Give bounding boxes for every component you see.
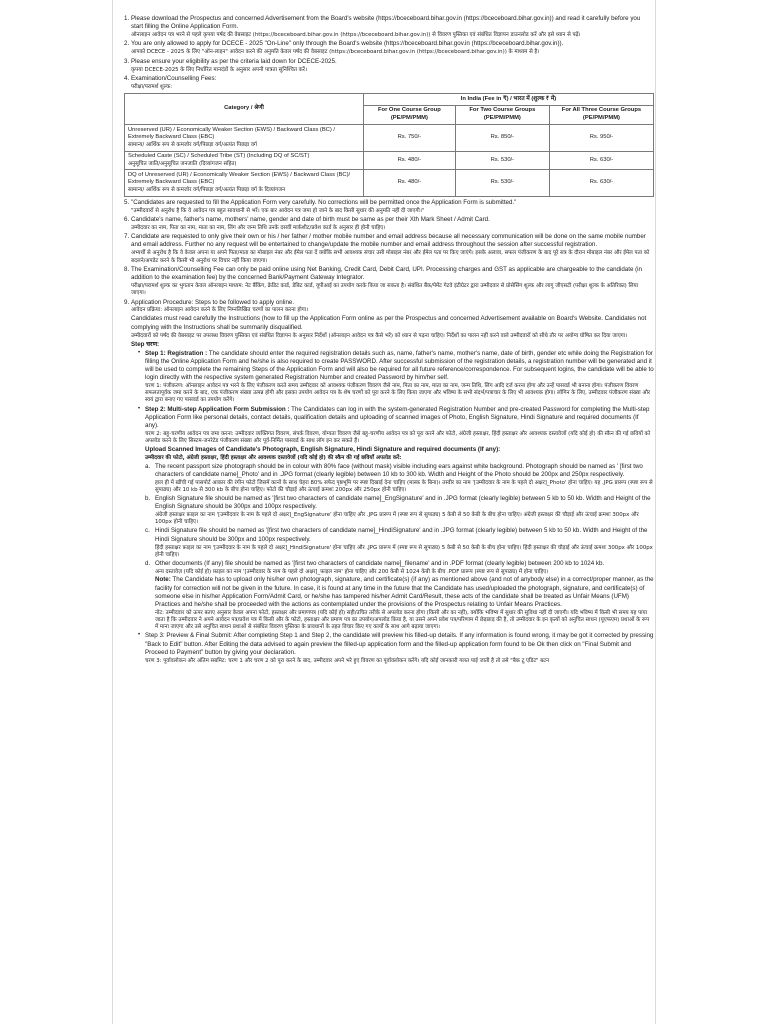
bullet-icon: • — [138, 405, 141, 412]
step-text-en: The candidate should enter the required registration details such as, name, father's name, mother's name, date of birth, gender etc while doing the Registration for filling the Online Application Form and he/she is also required to create PASSWORD. After successful submission of the registration details, a registration number will be generated and it will be used to complete the remaining Steps of the Application Form and will also be required for all future reference/correspondence. For subsequent logins, the candidate will be able to login directly with the respective system generated Registration Number and created Password by him/her self. — [145, 349, 654, 382]
step-title: Step 2: Multi-step Application Form Submission : — [145, 405, 290, 413]
category-header: Category / श्रेणी — [125, 94, 364, 125]
instruction-4 — [124, 75, 654, 91]
instruction-text-hi: परीक्षा/परामर्श शुल्क: — [131, 84, 173, 91]
upload-text-en: The recent passport size photograph should be in colour with 80% face (without mask) visible including ears against white background. Photograph should be named as ' [first two characters of candidate name]_Photo' and in .JPG format (clearly legible) between 10 kb to 300 kb. Width and Height of the Photo should be 200px and 250px respectively. — [155, 462, 643, 479]
one-course-header: For One Course Group (PE/PM/PMM) — [364, 105, 456, 124]
fee-cell: Rs. 950/- — [549, 125, 653, 151]
steps-label: Step चरण: — [131, 340, 160, 348]
instruction-text-en: Please ensure your eligibility as per the criteria laid down for DCECE-2025. — [131, 57, 337, 65]
bullet-icon: • — [138, 632, 141, 639]
instruction-2 — [124, 40, 654, 56]
table-row — [125, 151, 654, 170]
category-hi: अनुसूचित जाति/अनुसूचित जनजाति (दिव्यांगजन सहित) — [128, 160, 237, 167]
category-cell — [125, 170, 364, 196]
item-number: 2. — [124, 40, 130, 48]
item-number: 8. — [124, 265, 130, 273]
table-row — [125, 170, 654, 196]
upload-text-hi: हिंदी हस्ताक्षर फ़ाइल का नाम '[उम्मीदवार के नाम के पहले दो अक्षर]_HindiSignature' होना चाहिए और .JPG प्रारूप में (स्पष्ट रूप से सुपाठ्य) 5 केबी से 50 केबी के बीच होना चाहिए। हिंदी हस्ताक्षर की चौड़ाई और ऊंचाई क्रमशः 300px और 100px होनी चाहिए। — [155, 544, 653, 558]
note-text-en: The Candidate has to upload only his/her own photograph, signature, and certificate(s) (if any) as mentioned above (and not of anybody else) in a correct/proper manner, as the facility for correction will not be given in the future. In case, it is found at any time in the future that the Candidate has used/uploaded the photograph, signature, and certificate(s) of someone else in his/her Application Form/Admit Card, or he/she has tampered his/her Admit Card/Result, these acts of the candidate shall be treated as Unfair Means (UFM) Practices and he/she shall be proceeded with the actions as contemplated under the provisions of the Prospectus relating to Unfair Means Practices. — [155, 576, 654, 609]
instruction-text-en: Candidate's name, father's name, mothers' name, gender and date of birth must be same as per their Xth Mark Sheet / Admit Card. — [131, 215, 490, 223]
upload-text-hi: हाल ही में खींची गई पासपोर्ट आकार की रंगीन फोटो जिसमें कानों के साथ चेहरा 80% सफेद पृष्ठभूमि पर स्पष्ट दिखाई देना चाहिए (मास्क के बिना)। तस्वीर का नाम '[उम्मीदवार के नाम के पहले दो अक्षर]_Photo' होना चाहिए। यह .JPG प्रारूप (स्पष्ट रूप से सुपाठ्य) और 10 kb से 300 kb के बीच होना चाहिए। फोटो की चौड़ाई और ऊंचाई क्रमशः 200px और 250px होनी चाहिए। — [155, 480, 653, 494]
step-3 — [131, 632, 654, 664]
item-letter: a. — [145, 462, 151, 470]
fee-cell: Rs. 750/- — [364, 125, 456, 151]
upload-item-d — [131, 560, 654, 632]
instruction-7 — [124, 233, 654, 264]
fee-cell: Rs. 850/- — [455, 125, 549, 151]
instruction-text-en: Application Procedure: Steps to be followed to apply online. — [131, 298, 295, 306]
item-letter: c. — [145, 527, 150, 535]
step-title: Step 1: Registration : — [145, 349, 208, 357]
instruction-text-hi: ऑनलाइन आवेदन पत्र भरने से पहले कृपया पर्षद की वेबसाइट (https://bceceboard.bihar.gov.in (https://bceceboard.bihar.gov.in)) से विवरण पुस्तिका एवं संबंधित विज्ञापन डाउनलोड करें और इसे ध्यान से पढ़ें। — [131, 32, 581, 39]
two-course-header: For Two Course Groups (PE/PM/PMM) — [455, 105, 549, 124]
fee-cell: Rs. 480/- — [364, 170, 456, 196]
item-number: 6. — [124, 215, 130, 223]
upload-item-c — [131, 527, 654, 558]
category-cell — [125, 125, 364, 151]
step-text-hi: चरण 3: पूर्वावलोकन और अंतिम सबमिट: चरण 1 और चरण 2 को पूरा करने के बाद, उम्मीदवार अपने भरे हुए विवरण का पूर्वावलोकन करेंगे। यदि कोई जानकारी गलत पाई जाती है तो उसे "बैक टू एडिट" बटन — [145, 657, 550, 664]
instruction-9 — [124, 299, 654, 665]
item-letter: d. — [145, 559, 151, 567]
instruction-text-en: The Examination/Counselling Fee can only be paid online using Net Banking, Credit Card, Debit Card, UPI. Processing charges and GST as applicable are chargeable to the candidate (in addition to the examination fee) by the concerned Bank/Payment Gateway Integrator. — [131, 265, 642, 282]
instruction-text-hi: आपको DCECE - 2025 के लिए "ऑन-लाइन" आवेदन करने की अनुमति केवल पर्षद की वेबसाइट (https://bceceboard.bihar.gov.in (https://bceceboard.bihar.gov.in)) के माध्यम से है। — [131, 49, 540, 56]
upload-heading-hi: उम्मीदवार की फोटो, अंग्रेजी हस्ताक्षर, हिंदी हस्ताक्षर और आवश्यक दस्तावेजों (यदि कोई हो) की स्कैन की गई छवियाँ अपलोड करें: — [145, 455, 402, 461]
step-text-hi: चरण 2: बहु-चरणीय आवेदन पत्र जमा करना: उम्मीदवार व्यक्तिगत विवरण, संपर्क विवरण, योग्यता विवरण जैसे बहु-चरणीय आवेदन पत्र को पूरा करने और फोटो, अंग्रेजी हस्ताक्षर, हिंदी हस्ताक्षर और आवश्यक दस्तावेजों (यदि कोई हो) की स्कैन की गई छवियों को अपलोड करने के लिए सिस्टम-जनरेटेड पंजीकरण संख्या और पूर्व-निर्मित पासवर्ड के साथ लॉग इन कर सकते हैं। — [145, 430, 651, 445]
instruction-text-en: Candidates must read carefully the Instructions (how to fill up the Application Form online as per the Prospectus and concerned Advertisement available on Board's Website. Candidates not complying with the Instructions shall be summarily disqualified. — [131, 315, 647, 331]
item-number: 3. — [124, 57, 130, 65]
instruction-text-hi: अभ्यर्थी से अनुरोध है कि वे केवल अपना या अपने पिता/माता का मोबाइल नंबर और ईमेल पता दें क्योंकि सभी आवश्यक संचार उसी मोबाइल नंबर और ईमेल पता पर किए जाएंगे। इसके अलावा, सफल पंजीकरण के बाद पूरे सत्र के दौरान मोबाइल नंबर और ईमेल पता को बदलने/अपडेट करने के किसी भी अनुरोध पर विचार नहीं किया जाएगा। — [131, 250, 650, 264]
item-number: 9. — [124, 298, 130, 306]
category-en: Unreserved (UR) / Economically Weaker Section (EWS) / Backward Class (BC) / Extremely Backward Class (EBC) — [128, 126, 336, 141]
india-fee-header: In India (Fee in ₹) / भारत में (शुल्क ₹ में) — [364, 94, 654, 106]
instruction-5 — [124, 199, 654, 215]
instruction-text-en: Candidate are requested to only give their own or his / her father / mother mobile number and email address because all necessary communication will be done on the same mobile number and email address. Further no any request will be entertained to change/update the mobile number and email address throughout the session after successful registration. — [131, 233, 646, 249]
item-number: 1. — [124, 15, 130, 22]
instruction-text-en: You are only allowed to apply for DCECE - 2025 "On-Line" only through the Board's website (https://bceceboard.bihar.gov.in (https://bceceboard.bihar.gov.in)). — [131, 40, 564, 48]
instruction-text-hi: आवेदन प्रक्रिया: ऑनलाइन आवेदन करने के लिए निम्नलिखित चरणों का पालन करना होगा। — [131, 307, 309, 314]
instruction-text-hi: उम्मीदवार का नाम, पिता का नाम, माता का नाम, लिंग और जन्म तिथि उनके दसवीं मार्कशीट/प्रवेश कार्ड के अनुसार ही होनी चाहिए। — [131, 224, 386, 231]
category-cell — [125, 151, 364, 170]
instruction-text-en: Please download the Prospectus and concerned Advertisement from the Board's website (https://bceceboard.bihar.gov.in (https://bceceboard.bihar.gov.in)) and read it carefully before you start filling the Online Application Form. — [131, 15, 641, 31]
three-course-header: For All Three Course Groups (PE/PM/PMM) — [549, 105, 653, 124]
bullet-icon: • — [138, 349, 141, 356]
upload-item-b — [131, 495, 654, 526]
fee-table — [124, 93, 654, 197]
item-number: 4. — [124, 75, 130, 83]
item-number: 7. — [124, 233, 130, 241]
instruction-text-en: "Candidates are requested to fill the Application Form very carefully. No corrections will be permitted once the Application Form is submitted." — [131, 198, 517, 206]
instruction-text-en: Examination/Counselling Fees: — [131, 75, 217, 83]
upload-heading: Upload Scanned Images of Candidate's Photograph, English Signature, Hindi Signature and required documents (If any): — [145, 446, 501, 454]
category-en: DQ of Unreserved (UR) / Economically Weaker Section (EWS) / Backward Class (BC)/ Extremely Backward Class (EBC) — [128, 171, 351, 186]
category-hi: सामान्य/ आर्थिक रूप से कमजोर वर्ग/पिछड़ा वर्ग/अत्यंत पिछड़ा वर्ग के दिव्यांगजन — [128, 187, 286, 194]
instruction-text-hi: परीक्षा/परामर्श शुल्क का भुगतान केवल ऑनलाइन माध्यम: नेट बैंकिंग, क्रेडिट कार्ड, डेबिट कार्ड, यूपीआई का उपयोग करके किया जा सकता है। संबंधित बैंक/पेमेंट गेटवे इंटीग्रेटर द्वारा उम्मीदवार से प्रोसेसिंग शुल्क और लागू जीएसटी (परीक्षा शुल्क के अतिरिक्त) लिया जाएगा। — [131, 283, 639, 297]
step-text-hi: चरण 1: पंजीकरण: ऑनलाइन आवेदन पत्र भरने के लिए पंजीकरण करते समय उम्मीदवार को आवश्यक पंजीकरण विवरण जैसे नाम, पिता का नाम, माता का नाम, जन्म तिथि, लिंग आदि दर्ज करना होगा और उन्हें पासवर्ड भी बनाना होगा। पंजीकरण विवरण सफलतापूर्वक जमा करने के बाद, एक पंजीकरण संख्या उत्पन्न होगी और इसका उपयोग आवेदन पत्र के शेष चरणों को पूरा करने के लिए किया जाएगा और भविष्य के सभी संदर्भ/पत्राचार के लिए भी आवश्यक होगा। लॉगिन के लिए, उम्मीदवार पंजीकरण संख्या और स्वयं द्वारा बनाए गए पासवर्ड का उपयोग करेंगे। — [145, 383, 651, 404]
instruction-1 — [124, 15, 654, 39]
upload-text-en: Hindi Signature file should be named as '[first two characters of candidate name]_HindiSignature' and in .JPG format (clearly legible) between 5 kb to 50 kb. Width and Height of the Hindi Signature should be 300px and 100px respectively. — [155, 527, 648, 543]
fee-cell: Rs. 630/- — [549, 170, 653, 196]
fee-cell: Rs. 530/- — [455, 170, 549, 196]
upload-text-hi: अन्य दस्तावेज़ (यदि कोई हो) फ़ाइल का नाम '[उम्मीदवार के नाम के पहले दो अक्षर]_फ़ाइल नाम' होना चाहिए और 200 केबी से 1024 केबी के बीच .PDF प्रारूप (स्पष्ट रूप से सुपाठ्य) में होना चाहिए। — [155, 568, 549, 575]
instruction-6 — [124, 216, 654, 232]
fee-cell: Rs. 530/- — [455, 151, 549, 170]
category-hi: सामान्य/ आर्थिक रूप से कमजोर वर्ग/पिछड़ा वर्ग/अत्यंत पिछड़ा वर्ग — [128, 141, 257, 148]
upload-item-a — [131, 463, 654, 494]
upload-text-en: Other documents (If any) file should be named as '[first two characters of candidate name]_filename' and in .PDF format (clearly legible) between 200 kb to 1024 kb. — [155, 559, 605, 567]
table-row — [125, 125, 654, 151]
left-margin-line — [112, 0, 113, 1024]
item-number: 5. — [124, 198, 130, 206]
category-en: Scheduled Caste (SC) / Scheduled Tribe (ST) (Including DQ of SC/ST) — [128, 153, 310, 160]
fee-cell: Rs. 630/- — [549, 151, 653, 170]
instruction-text-hi: "उम्मीदवारों से अनुरोध है कि वे आवेदन पत्र बहुत सावधानी से भरें। एक बार आवेदन पत्र जमा हो जाने के बाद किसी सुधार की अनुमति नहीं दी जाएगी।" — [131, 207, 425, 214]
instructions-content — [124, 15, 654, 666]
step-1 — [131, 350, 654, 405]
step-2 — [131, 406, 654, 463]
note-text-hi: नोट: उम्मीदवार को ऊपर बताए अनुसार केवल अपना फोटो, हस्ताक्षर और प्रमाणपत्र (यदि कोई हो) सही/उचित तरीके से अपलोड करना होगा (किसी और का नहीं), क्योंकि भविष्य में सुधार की सुविधा नहीं दी जाएगी। यदि भविष्य में किसी भी समय यह पाया जाता है कि उम्मीदवार ने अपने आवेदन पत्र/प्रवेश पत्र में किसी और के फोटो, हस्ताक्षर और प्रमाण पत्र का उपयोग/अपलोड किया है, या उसने अपने प्रवेश पत्र/परिणाम में छेड़छाड़ की है, तो उम्मीदवार के इन कृत्यों को अनुचित साधन (यूएफएम) प्रथाओं के रूप में माना जाएगा और उसे अनुचित साधन प्रथाओं से संबंधित विवरण पुस्तिका के प्रावधानों के तहत विचार किए गए कार्यों के साथ आगे बढ़ाया जाएगा। — [155, 610, 650, 631]
instruction-3 — [124, 58, 654, 74]
item-letter: b. — [145, 495, 151, 503]
step-text-en: The Candidates can log in with the system-generated Registration Number and pre-created Password for completing the Multi-step Application Form like personal details, contact details, qualification details and uploading of scanned images of Photo, English Signature, Hindi Signature and required documents (If any). — [145, 405, 650, 429]
right-margin-line — [655, 0, 656, 1024]
instruction-8 — [124, 266, 654, 297]
instruction-text-hi: उम्मीदवारों को पर्षद की वेबसाइट पर उपलब्ध विवरण पुस्तिका एवं संबंधित विज्ञापन के अनुसार निर्देशों (ऑनलाइन आवेदन पत्र कैसे भरें) को ध्यान से पढ़ना चाहिए। निर्देशों का पालन नहीं करने वाले उम्मीदवारों को सीधे तौर पर अयोग्य घोषित कर दिया जाएगा। — [131, 332, 628, 339]
upload-text-hi: अंग्रेजी हस्ताक्षर फ़ाइल का नाम '[उम्मीदवार के नाम के पहले दो अक्षर]_EngSignature' होना चाहिए और .JPG प्रारूप में (स्पष्ट रूप से सुपाठ्य) 5 केबी से 50 केबी के बीच होना चाहिए। अंग्रेजी हस्ताक्षर की चौड़ाई और ऊंचाई क्रमशः 300px और 100px होनी चाहिए। — [155, 512, 639, 526]
fee-cell: Rs. 480/- — [364, 151, 456, 170]
instruction-text-hi: कृपया DCECE-2025 के लिए निर्धारित मानदंडों के अनुसार अपनी पात्रता सुनिश्चित करें। — [131, 66, 307, 73]
step-text-en: Step 3: Preview & Final Submit: After completing Step 1 and Step 2, the candidate will preview his filled-up details. If any information is found wrong, it may be got it corrected by pressing "Back to Edit" button. After Editing the data advised to again preview the filled-up application form and the filled-up application form found to be Ok then click on "Final Submit and Proceed to Payment" button by giving your declaration. — [145, 632, 654, 656]
upload-text-en: English Signature file should be named as '[first two characters of candidate name]_EngSignature' and in .JPG format (clearly legible) between 5 kb to 50 kb. Width and Height of the English Signature should be 300px and 100px respectively. — [155, 495, 651, 511]
note-label: Note: — [155, 576, 171, 584]
